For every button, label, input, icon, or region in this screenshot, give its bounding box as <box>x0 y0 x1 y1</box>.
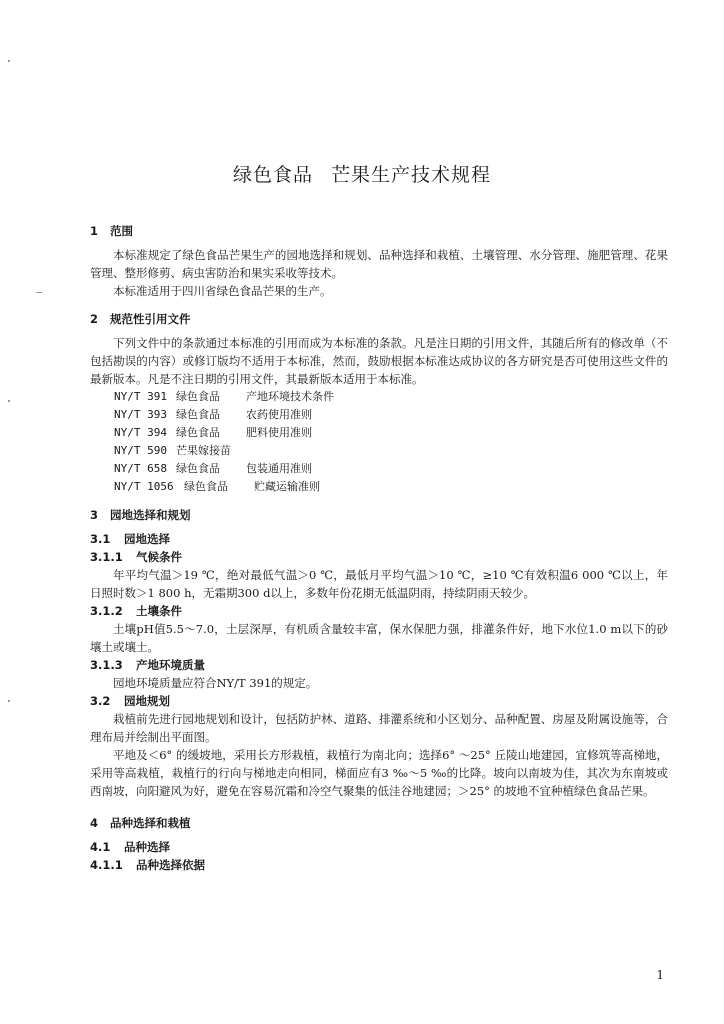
section-number: 4 <box>90 816 99 830</box>
ref-title: 绿色食品 <box>176 426 220 439</box>
paragraph: 下列文件中的条款通过本标准的引用而成为本标准的条款。凡是注日期的引用文件，其随后所有的修改单（不包括勘误的内容）或修订版均不适用于本标准，然而，鼓励根据本标准达成协议的各方研究是否可使用这些文件的最新版本。凡是不注日期的引用文件，其最新版本适用于本标准。 <box>90 336 668 386</box>
section-3-heading <box>90 506 668 524</box>
ref-title: 绿色食品 <box>184 480 228 493</box>
ref-title: 绿色食品 <box>176 390 220 403</box>
section-1-heading <box>90 222 668 240</box>
ref-subtitle: 产地环境技术条件 <box>246 390 334 403</box>
ref-subtitle: 贮藏运输准则 <box>254 480 320 493</box>
section-number: 3.1.3 <box>90 658 123 672</box>
subsection-3-1-1-heading <box>90 548 668 566</box>
document-title <box>0 160 724 187</box>
title-prefix: 绿色食品 <box>232 164 313 186</box>
ref-title: 绿色食品 <box>176 462 220 475</box>
section-title: 园地选择 <box>124 532 170 546</box>
paragraph: 园地环境质量应符合NY/T 391的规定。 <box>113 676 318 690</box>
paragraph: 土壤pH值5.5～7.0，土层深厚，有机质含量较丰富，保水保肥力强，排灌条件好，地下水位1.0 m以下的砂壤土或壤土。 <box>90 622 668 654</box>
scan-speck <box>8 60 10 62</box>
paragraph: 本标准规定了绿色食品芒果生产的园地选择和规划、品种选择和栽植、土壤管理、水分管理、施肥管理、花果管理、整形修剪、病虫害防治和果实采收等技术。 <box>90 248 668 280</box>
section-number: 2 <box>90 312 99 326</box>
ref-code: NY/T 394 <box>114 426 167 439</box>
subsection-3-1-2-heading <box>90 602 668 620</box>
ref-subtitle: 农药使用准则 <box>246 408 312 421</box>
section-number: 1 <box>90 224 99 238</box>
section-number: 3.1 <box>90 532 111 546</box>
section-title: 土壤条件 <box>136 604 182 618</box>
section-number: 4.1 <box>90 840 111 854</box>
document-body <box>90 214 668 874</box>
paragraph: 栽植前先进行园地规划和设计，包括防护林、道路、排灌系统和小区划分、品种配置、房屋及附属设施等，合理布局并绘制出平面图。 <box>90 712 668 744</box>
subsection-3-1-heading <box>90 530 668 548</box>
section-number: 3.2 <box>90 694 111 708</box>
section-title: 产地环境质量 <box>136 658 205 672</box>
ref-title: 绿色食品 <box>176 408 220 421</box>
section-title: 规范性引用文件 <box>110 312 191 326</box>
subsection-3-1-3-heading <box>90 656 668 674</box>
ref-subtitle: 包装通用准则 <box>246 462 312 475</box>
paragraph: 本标准适用于四川省绿色食品芒果的生产。 <box>113 284 332 298</box>
scan-speck <box>8 700 10 702</box>
section-title: 园地规划 <box>124 694 170 708</box>
reference-item <box>90 388 668 406</box>
subsection-3-2-heading <box>90 692 668 710</box>
reference-item <box>90 406 668 424</box>
ref-code: NY/T 1056 <box>114 480 174 493</box>
paragraph: 平地及＜6° 的缓坡地，采用长方形栽植，栽植行为南北向；选择6° ～25° 丘陵山地建园，宜修筑等高梯地，采用等高栽植，栽植行的行向与梯地走向相同，梯面应有3 ‰～5 ‰的比降。坡向以南坡为佳，其次为东南坡或西南坡，向阳避风为好，避免在容易沉霜和冷空气聚集的低洼谷地建园；＞25° 的坡地不宜种植绿色食品芒果。 <box>90 748 668 798</box>
section-number: 4.1.1 <box>90 858 123 872</box>
section-number: 3 <box>90 508 99 522</box>
reference-item <box>90 478 668 496</box>
ref-code: NY/T 658 <box>114 462 167 475</box>
section-number: 3.1.2 <box>90 604 123 618</box>
scan-speck <box>8 400 10 402</box>
subsection-4-1-1-heading <box>90 856 668 874</box>
subsection-4-1-heading <box>90 838 668 856</box>
scan-speck <box>36 292 42 293</box>
paragraph: 年平均气温＞19 ℃，绝对最低气温＞0 ℃，最低月平均气温＞10 ℃，≥10 ℃有效积温6 000 ℃以上，年日照时数＞1 800 h，无霜期300 d以上，多数年份花期无低温阴雨，持续阴雨天较少。 <box>90 568 668 600</box>
section-4-heading <box>90 814 668 832</box>
section-2-heading <box>90 310 668 328</box>
title-main: 芒果生产技术规程 <box>331 164 492 186</box>
reference-item <box>90 442 668 460</box>
section-title: 品种选择依据 <box>136 858 205 872</box>
ref-title: 芒果嫁接苗 <box>176 444 231 457</box>
section-number: 3.1.1 <box>90 550 123 564</box>
section-title: 品种选择 <box>124 840 170 854</box>
reference-item <box>90 424 668 442</box>
section-title: 品种选择和栽植 <box>110 816 191 830</box>
ref-code: NY/T 391 <box>114 390 167 403</box>
page-number: 1 <box>656 968 664 982</box>
section-title: 范围 <box>110 224 133 238</box>
ref-subtitle: 肥料使用准则 <box>246 426 312 439</box>
section-title: 园地选择和规划 <box>110 508 191 522</box>
ref-code: NY/T 590 <box>114 444 167 457</box>
section-title: 气候条件 <box>136 550 182 564</box>
reference-item <box>90 460 668 478</box>
ref-code: NY/T 393 <box>114 408 167 421</box>
